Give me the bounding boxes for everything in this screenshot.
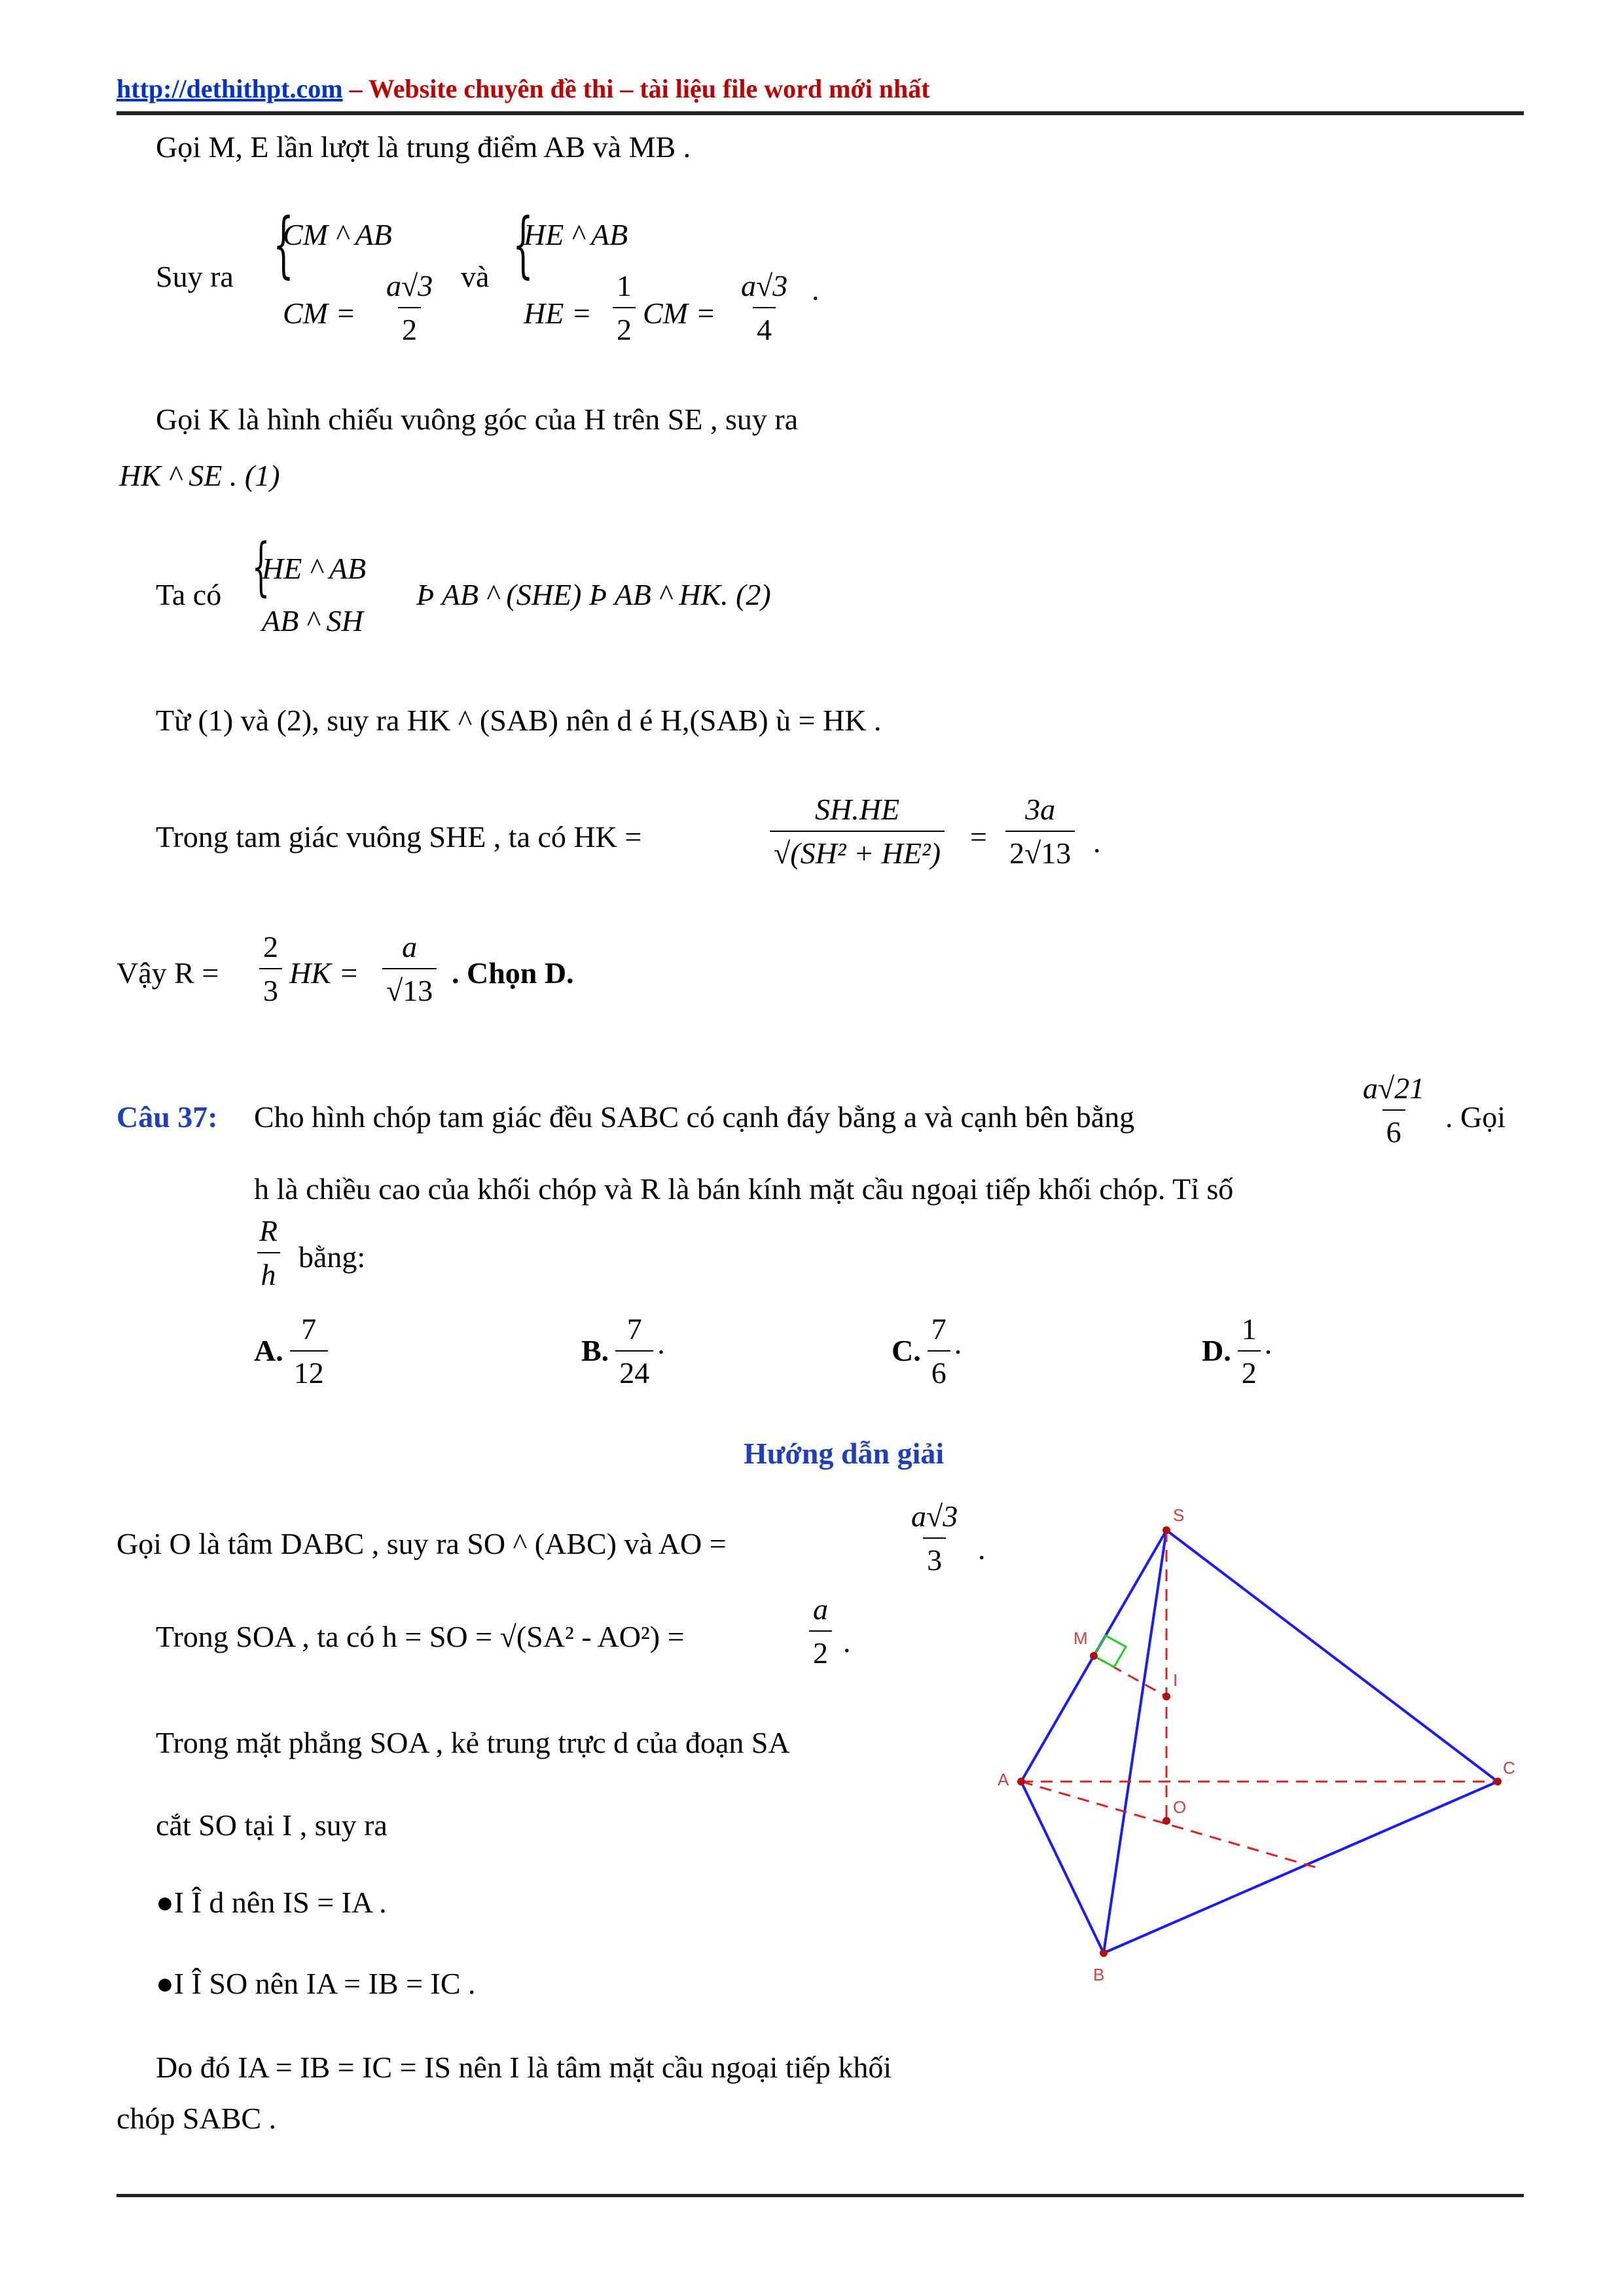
frac-den: 2 — [809, 1630, 832, 1670]
solution-title: Hướng dẫn giải — [744, 1437, 945, 1470]
dot: . — [812, 273, 820, 306]
line-trong-tam-giac: Trong tam giác vuông SHE , ta có HK = — [156, 820, 642, 853]
frac-a-sqrt3-2 — [378, 268, 441, 347]
page-header — [117, 73, 930, 104]
sol-line-8: chóp SABC . — [117, 2102, 277, 2135]
label-b: B — [1093, 1965, 1105, 1984]
frac-den: 3 — [923, 1537, 946, 1577]
edge-sb — [1104, 1530, 1166, 1953]
question-bang: bằng: — [298, 1240, 366, 1274]
frac-1-2 — [609, 268, 640, 347]
frac-den: 6 — [928, 1350, 950, 1390]
dot-2: . — [1093, 825, 1101, 859]
frac-num: 7 — [626, 1312, 642, 1346]
implication: Þ AB ^ (SHE) Þ AB ^ HK. (2) — [416, 578, 771, 611]
header-link[interactable]: http://dethithpt.com — [117, 74, 343, 103]
sol-dot-1: . — [978, 1532, 986, 1566]
edge-sc — [1166, 1530, 1498, 1782]
frac-den: 2 — [1238, 1350, 1261, 1390]
va-label: và — [461, 260, 490, 293]
option-label: B. — [581, 1334, 609, 1367]
question-text-2: h là chiều cao của khối chóp và R là bán kính mặt cầu ngoại tiếp khối chóp. Tỉ số — [254, 1172, 1234, 1206]
frac-a-sqrt13 — [378, 929, 441, 1008]
hk-eq: HK = — [289, 956, 359, 990]
brace-left-3: { — [251, 530, 270, 603]
line-goi-k: Gọi K là hình chiếu vuông góc của H trên SE , suy ra — [156, 403, 799, 436]
sol-dot-2: . — [843, 1625, 851, 1659]
point-i — [1163, 1693, 1170, 1700]
question-text-1: Cho hình chóp tam giác đều SABC có cạnh đáy bằng a và cạnh bên bằng — [254, 1100, 1135, 1134]
frac-num: a — [813, 1592, 828, 1626]
point-m — [1090, 1652, 1098, 1660]
sol-line-7: Do đó IA = IB = IC = IS nên I là tâm mặt cầu ngoại tiếp khối — [156, 2051, 892, 2084]
frac-a-sqrt3-4 — [733, 268, 795, 347]
equals: = — [970, 820, 987, 853]
option-b[interactable] — [581, 1312, 665, 1390]
option-d[interactable] — [1202, 1312, 1272, 1390]
sol-line-1: Gọi O là tâm DABC , suy ra SO ^ (ABC) và AO = — [117, 1527, 727, 1560]
right-angle-mark — [1094, 1636, 1126, 1667]
point-c — [1494, 1778, 1502, 1785]
label-c: C — [1503, 1758, 1515, 1778]
edge-ab — [1021, 1782, 1104, 1953]
cm-eq: CM = — [283, 296, 356, 330]
point-a — [1017, 1778, 1025, 1785]
frac-den: 2√13 — [1005, 831, 1075, 870]
brace-left-1: { — [273, 202, 294, 286]
label-s: S — [1173, 1505, 1185, 1525]
frac-den: √(SH² + HE²) — [770, 831, 945, 870]
question-text-1-end: . Gọi — [1445, 1100, 1506, 1134]
suy-ra-label: Suy ra — [156, 260, 234, 293]
option-a[interactable] — [254, 1312, 332, 1390]
frac-den: 3 — [259, 968, 282, 1008]
option-c[interactable] — [892, 1312, 962, 1390]
frac-num: a√3 — [741, 269, 788, 302]
cm-eq-2: CM = — [643, 296, 716, 330]
frac-2-3 — [255, 929, 286, 1008]
cm-perp-ab: CM ^ AB — [283, 218, 392, 251]
line-goi-m-e: Gọi M, E lần lượt là trung điểm AB và MB . — [156, 130, 691, 164]
frac-a-sqrt21-6 — [1355, 1071, 1432, 1149]
option-tail: . — [657, 1326, 665, 1360]
frac-den: 2 — [398, 307, 421, 347]
frac-r-h — [251, 1213, 285, 1292]
sol-line-5: ●I Î d nên IS = IA . — [156, 1886, 387, 1919]
option-label: D. — [1202, 1334, 1231, 1367]
frac-sh-he — [766, 792, 948, 870]
point-o — [1163, 1817, 1170, 1825]
line-hk-perp-se: HK ^ SE . (1) — [119, 459, 280, 492]
frac-num: 7 — [931, 1312, 947, 1346]
frac-num: 1 — [1241, 1312, 1257, 1346]
frac-num: a√21 — [1363, 1071, 1425, 1105]
he-perp-ab-2: HE ^ AB — [262, 552, 367, 585]
option-label: C. — [892, 1334, 921, 1367]
frac-num: a — [402, 930, 418, 963]
label-i: I — [1173, 1670, 1178, 1690]
header-tagline: – Website chuyên đề thi – tài liệu file word mới nhất — [342, 74, 930, 103]
frac-den: √13 — [382, 968, 437, 1008]
frac-den: 24 — [615, 1350, 653, 1390]
frac-den: 6 — [1382, 1109, 1405, 1149]
brace-left-2: { — [513, 202, 533, 286]
frac-den: 12 — [290, 1350, 328, 1390]
dashed-median — [1021, 1782, 1316, 1867]
vay-r: Vậy R = — [117, 956, 219, 990]
option-tail: . — [954, 1326, 962, 1360]
chon-d: . Chọn D. — [452, 956, 574, 990]
sol-line-3: Trong mặt phẳng SOA , kẻ trung trực d của đoạn SA — [156, 1726, 790, 1759]
pyramid-figure — [982, 1486, 1525, 1996]
line-tu-1-2: Từ (1) và (2), suy ra HK ^ (SAB) nên d é H,(SAB) ù = HK . — [156, 704, 882, 737]
ab-perp-sh: AB ^ SH — [262, 604, 363, 637]
frac-den: 4 — [753, 307, 776, 347]
label-a: A — [998, 1770, 1009, 1789]
option-label: A. — [254, 1334, 283, 1367]
option-tail: . — [1264, 1326, 1272, 1360]
ta-co-label: Ta có — [156, 578, 222, 611]
sol-line-4: cắt SO tại I , suy ra — [156, 1808, 388, 1842]
frac-a-2 — [805, 1592, 836, 1670]
sol-line-6: ●I Î SO nên IA = IB = IC . — [156, 1967, 476, 2000]
frac-ao — [903, 1499, 965, 1577]
point-s — [1163, 1526, 1170, 1534]
label-m: M — [1074, 1628, 1088, 1648]
frac-num: a√3 — [911, 1499, 958, 1533]
frac-den: 2 — [613, 307, 636, 347]
edge-bc — [1104, 1782, 1498, 1953]
frac-num: 7 — [301, 1312, 317, 1346]
question-label: Câu 37: — [117, 1100, 218, 1134]
frac-num: 3a — [1025, 793, 1056, 826]
point-b — [1100, 1949, 1108, 1957]
sol-line-2: Trong SOA , ta có h = SO = √(SA² - AO²) = — [156, 1620, 685, 1653]
frac-num: 1 — [617, 269, 632, 302]
he-perp-ab: HE ^ AB — [524, 218, 628, 251]
frac-num: R — [259, 1214, 278, 1247]
frac-3a-2sqrt13 — [1001, 792, 1079, 870]
label-o: O — [1173, 1797, 1187, 1817]
frac-den: h — [257, 1252, 280, 1292]
frac-num: SH.HE — [815, 793, 900, 826]
footer-rule — [117, 2194, 1524, 2197]
frac-num: 2 — [263, 930, 278, 963]
frac-num: a√3 — [386, 269, 433, 302]
he-eq: HE = — [524, 296, 592, 330]
header-rule — [117, 111, 1524, 115]
